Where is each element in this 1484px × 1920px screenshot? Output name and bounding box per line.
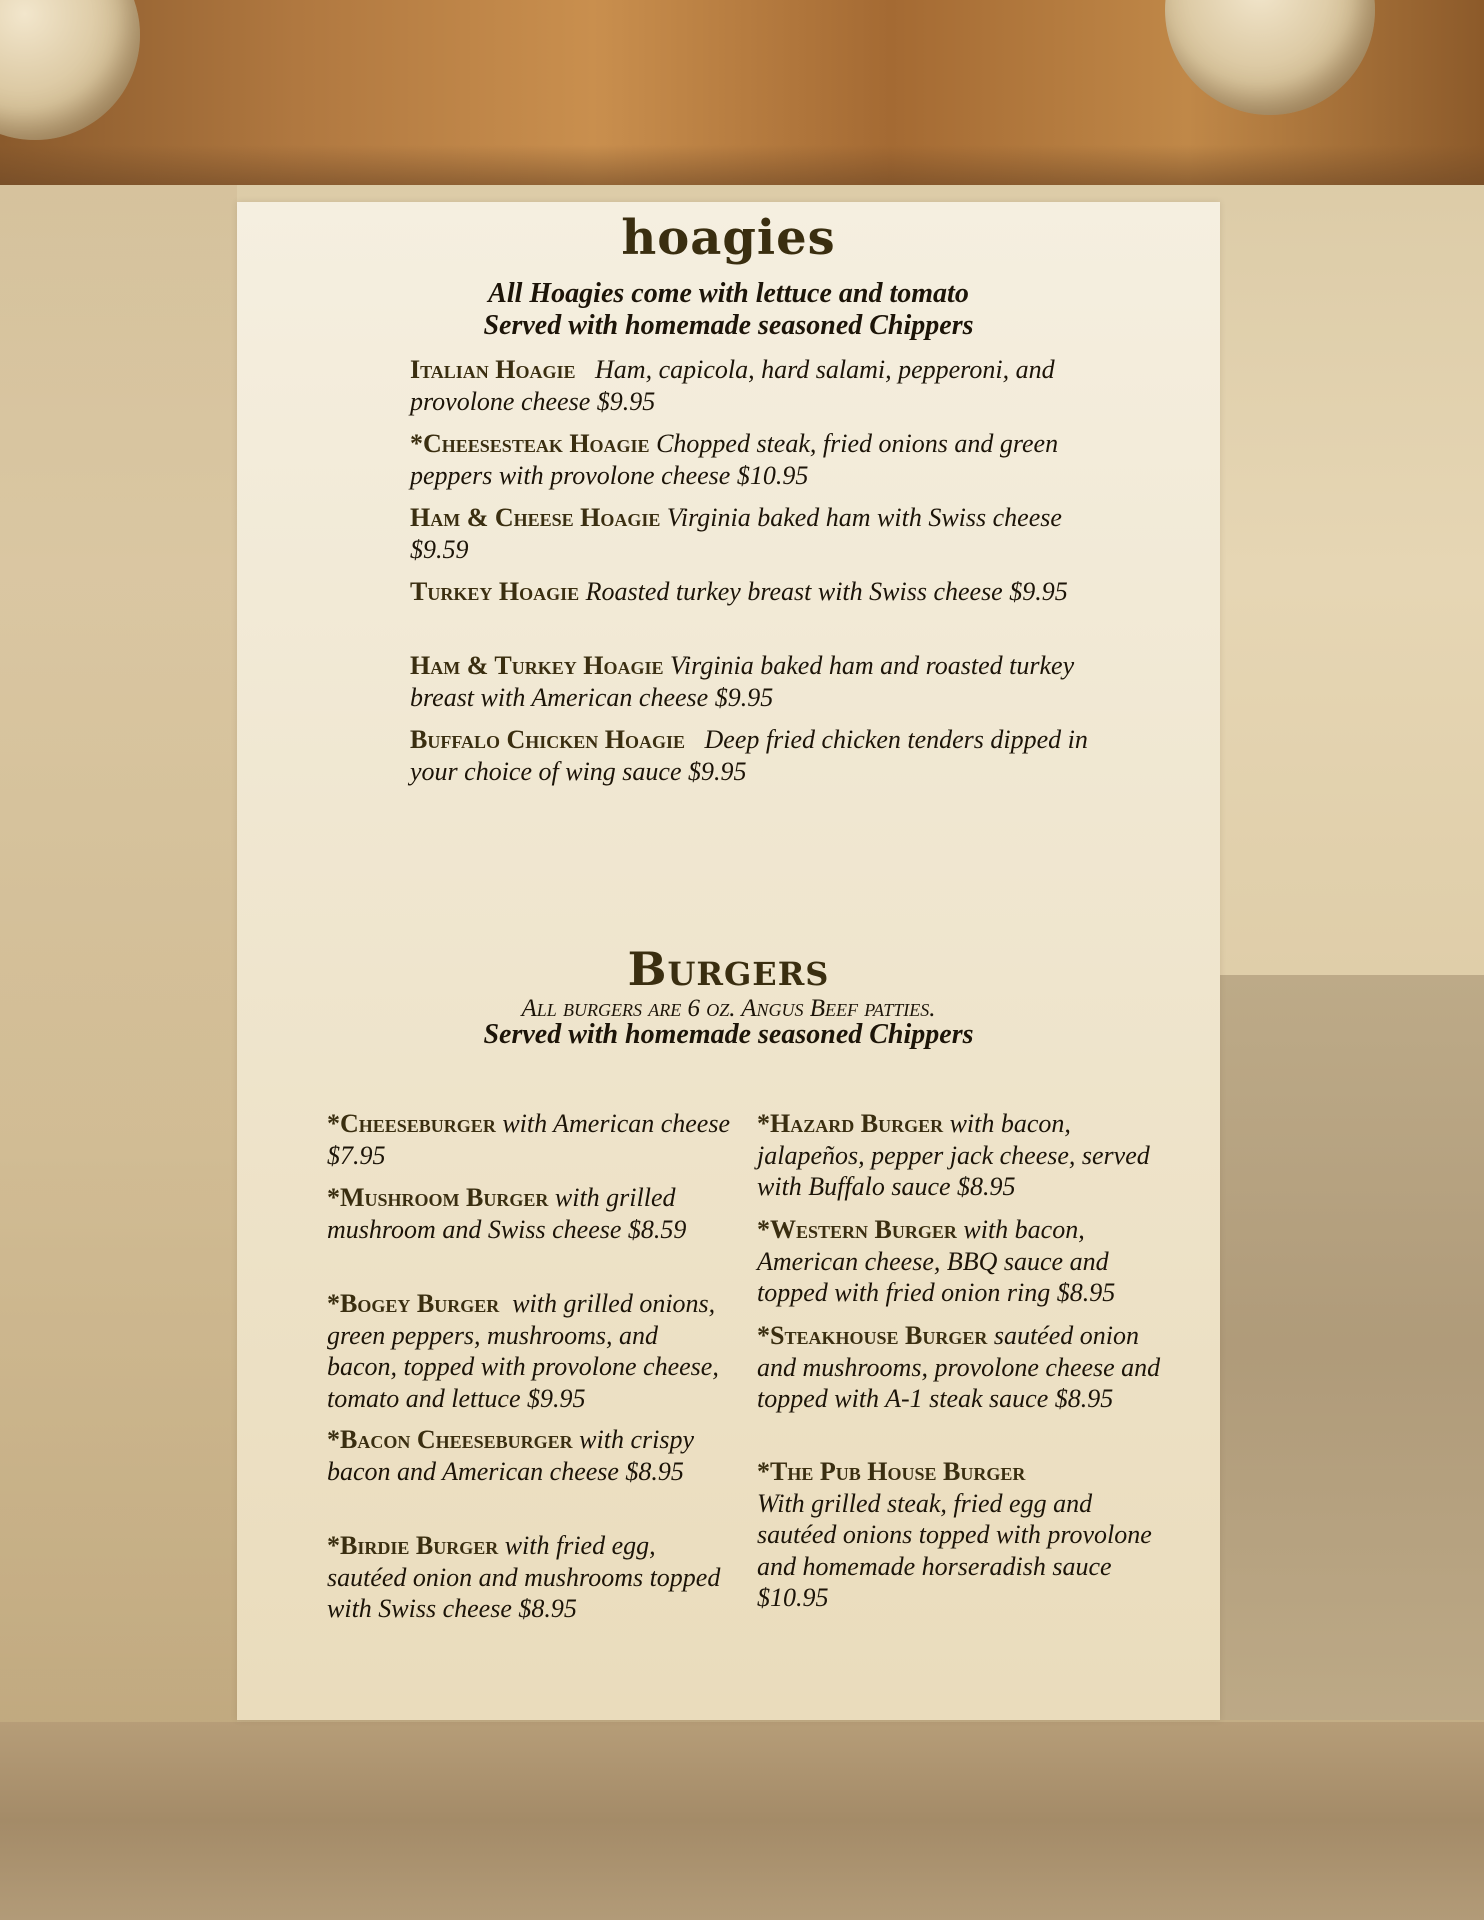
item-description: Chopped steak, fried onions and green peppers with provolone cheese $10.95	[410, 429, 1059, 490]
item-description: with fried egg, sautéed onion and mushrooms topped with Swiss cheese $8.95	[327, 1531, 721, 1623]
item-name: Ham & Cheese Hoagie	[410, 503, 661, 532]
item-name: Buffalo Chicken Hoagie	[410, 725, 686, 754]
menu-item-cheesesteak-hoagie	[410, 428, 1110, 491]
vintage-golf-background-left	[0, 185, 237, 1722]
item-name: *Cheeseburger	[327, 1109, 496, 1138]
item-name: *Steakhouse Burger	[757, 1321, 988, 1350]
item-description: Roasted turkey breast with Swiss cheese $9.95	[585, 577, 1068, 606]
item-description: with bacon, American cheese, BBQ sauce and topped with fried onion ring $8.95	[757, 1215, 1116, 1307]
burgers-subtitle-line1: All burgers are 6 oz. Angus Beef patties.	[521, 995, 936, 1022]
menu-item-buffalo-chicken-hoagie	[410, 724, 1110, 787]
item-name: *Birdie Burger	[327, 1531, 499, 1560]
item-name: Italian Hoagie	[410, 355, 576, 384]
item-name: Turkey Hoagie	[410, 577, 580, 606]
menu-item-cheeseburger	[327, 1108, 732, 1171]
menu-item-steakhouse-burger	[757, 1320, 1177, 1415]
burgers-subtitle-line2: Served with homemade seasoned Chippers	[483, 1019, 974, 1050]
item-name: *Bacon Cheeseburger	[327, 1425, 573, 1454]
item-name: *The Pub House Burger	[757, 1457, 1026, 1486]
menu-item-ham-cheese-hoagie	[410, 502, 1110, 565]
item-description: Ham, capicola, hard salami, pepperoni, and provolone cheese $9.95	[410, 355, 1055, 416]
item-description: with American cheese $7.95	[327, 1109, 731, 1170]
header-photo-band	[0, 0, 1484, 185]
golf-ball-image-left	[0, 0, 140, 140]
menu-item-bacon-cheeseburger	[327, 1424, 732, 1487]
item-name: *Hazard Burger	[757, 1109, 944, 1138]
menu-item-italian-hoagie	[410, 354, 1110, 417]
golf-ball-image-right	[1165, 0, 1375, 115]
hoagies-subtitle-line1: All Hoagies come with lettuce and tomato	[488, 278, 969, 309]
vintage-golfer-photo	[1220, 975, 1484, 1720]
menu-item-mushroom-burger	[327, 1182, 732, 1245]
item-name: *Western Burger	[757, 1215, 957, 1244]
item-description: with grilled mushroom and Swiss cheese $8.59	[327, 1183, 687, 1244]
item-name: Ham & Turkey Hoagie	[410, 651, 664, 680]
item-name: *Mushroom Burger	[327, 1183, 549, 1212]
footer-photo-band	[0, 1722, 1484, 1920]
menu-item-bogey-burger	[327, 1288, 732, 1414]
hoagies-subtitle-line2: Served with homemade seasoned Chippers	[483, 310, 974, 341]
burgers-section-title: Burgers	[627, 942, 830, 996]
item-description: Deep fried chicken tenders dipped in your choice of wing sauce $9.95	[410, 725, 1088, 786]
item-description: Virginia baked ham with Swiss cheese $9.59	[410, 503, 1062, 564]
menu-item-western-burger	[757, 1214, 1177, 1309]
item-description: with grilled onions, green peppers, mushrooms, and bacon, topped with provolone cheese, tomato and lettuce $9.95	[327, 1289, 719, 1413]
item-description: With grilled steak, fried egg and sautéed onions topped with provolone and homemade horseradish sauce $10.95	[757, 1488, 1152, 1612]
item-name: *Bogey Burger	[327, 1289, 500, 1318]
menu-item-pub-house-burger	[757, 1456, 1177, 1614]
menu-item-turkey-hoagie	[410, 576, 1110, 608]
item-description: sautéed onion and mushrooms, provolone cheese and topped with A-1 steak sauce $8.95	[757, 1321, 1161, 1413]
menu-item-birdie-burger	[327, 1530, 732, 1625]
hoagies-section-title: hoagies	[621, 210, 836, 266]
item-name: *Cheesesteak Hoagie	[410, 429, 650, 458]
menu-item-ham-turkey-hoagie	[410, 650, 1110, 713]
item-description: with bacon, jalapeños, pepper jack cheese, served with Buffalo sauce $8.95	[757, 1109, 1150, 1201]
item-description: with crispy bacon and American cheese $8.95	[327, 1425, 694, 1486]
menu-item-hazard-burger	[757, 1108, 1177, 1203]
menu-panel	[237, 202, 1220, 1720]
item-description: Virginia baked ham and roasted turkey breast with American cheese $9.95	[410, 651, 1075, 712]
